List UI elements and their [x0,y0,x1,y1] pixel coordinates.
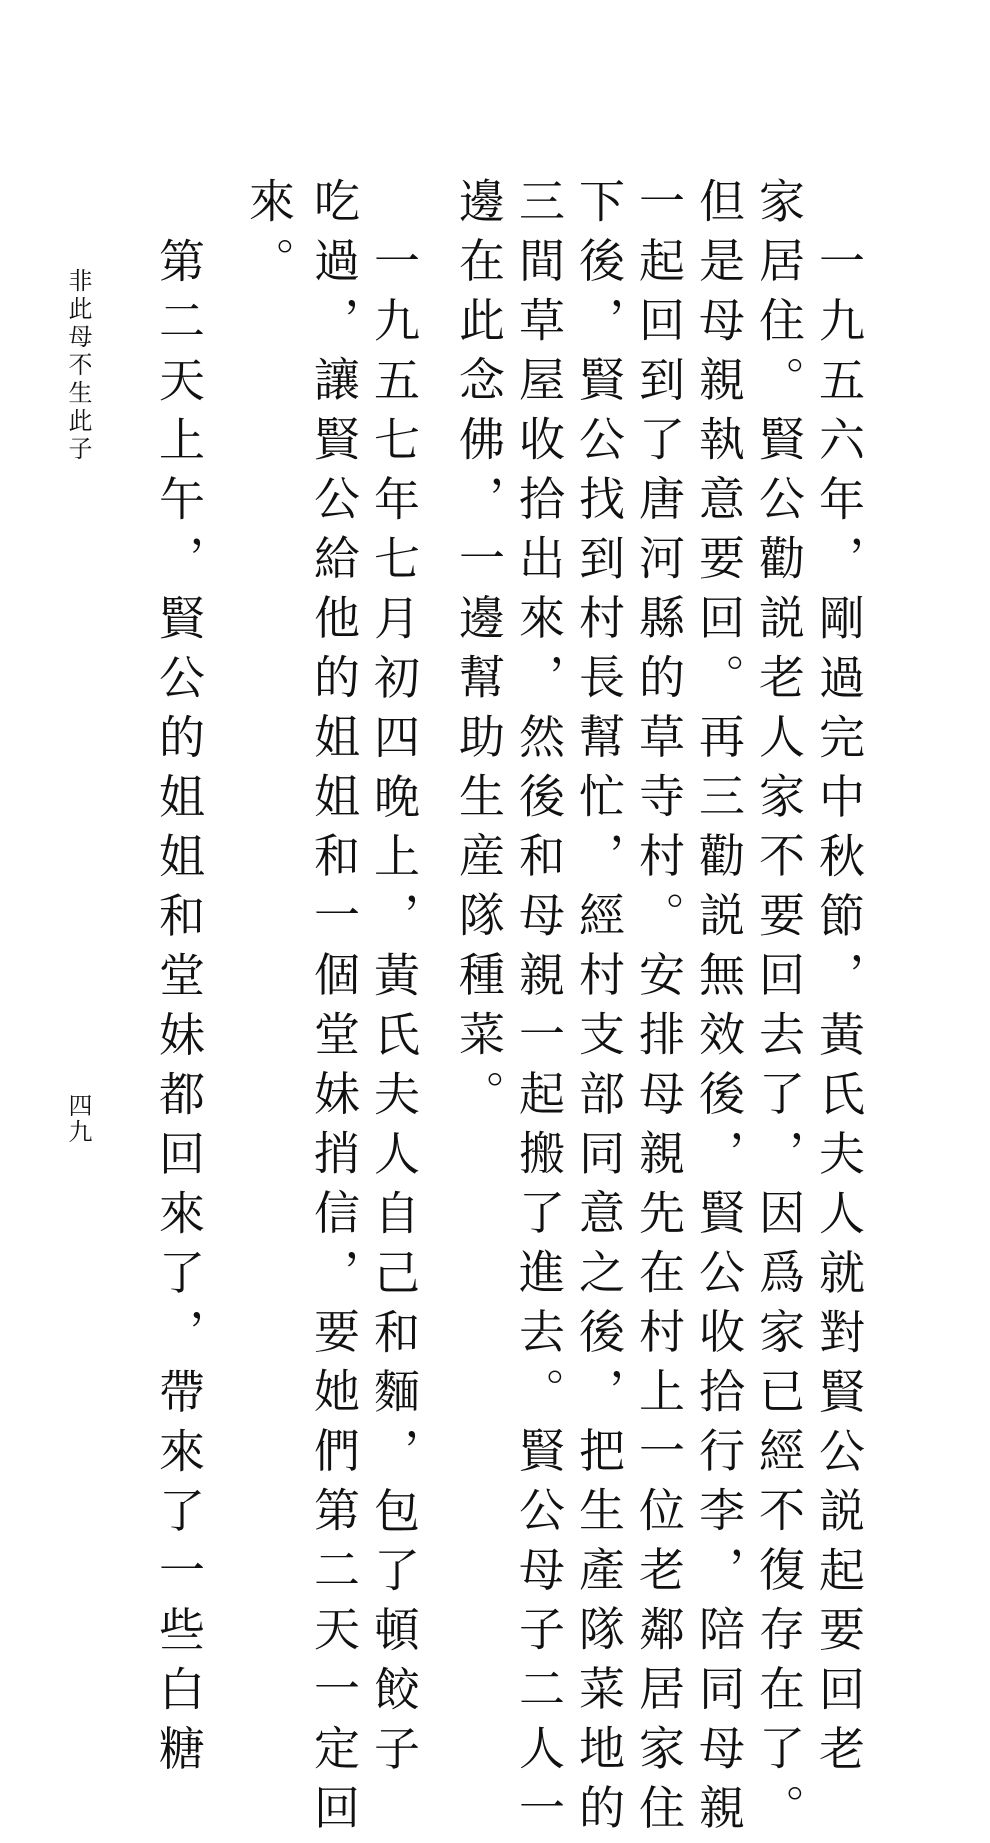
text-column: 三間草屋收拾出來，然後和母親一起搬了進去。賢公母子二人一 [512,177,566,1843]
page-number: 四九 [64,1093,92,1145]
text-column: 家居住。賢公勸説老人家不要回去了，因爲家已經不復存在了。 [752,177,806,1843]
text-column: 來。 [242,177,296,296]
text-column: 一九五六年，剛過完中秋節，黃氏夫人就對賢公説起要回老 [812,237,866,1784]
text-column: 邊在此念佛，一邊幫助生産隊種菜。 [452,177,506,1129]
running-head: 非此母不生此子 [64,268,92,464]
text-column: 一起回到了唐河縣的草寺村。安排母親先在村上一位老鄰居家住 [632,177,686,1843]
text-column: 一九五七年七月初四晚上，黃氏夫人自己和麵，包了頓餃子 [367,237,421,1784]
text-column: 但是母親執意要回。再三勸説無效後，賢公收拾行李，陪同母親 [692,177,746,1843]
text-column: 下後，賢公找到村長幫忙，經村支部同意之後，把生產隊菜地的 [572,177,626,1843]
text-column: 吃過，讓賢公給他的姐姐和一個堂妹捎信，要她們第二天一定回 [307,177,361,1843]
text-column: 第二天上午，賢公的姐姐和堂妹都回來了，帶來了一些白糖 [152,237,206,1784]
